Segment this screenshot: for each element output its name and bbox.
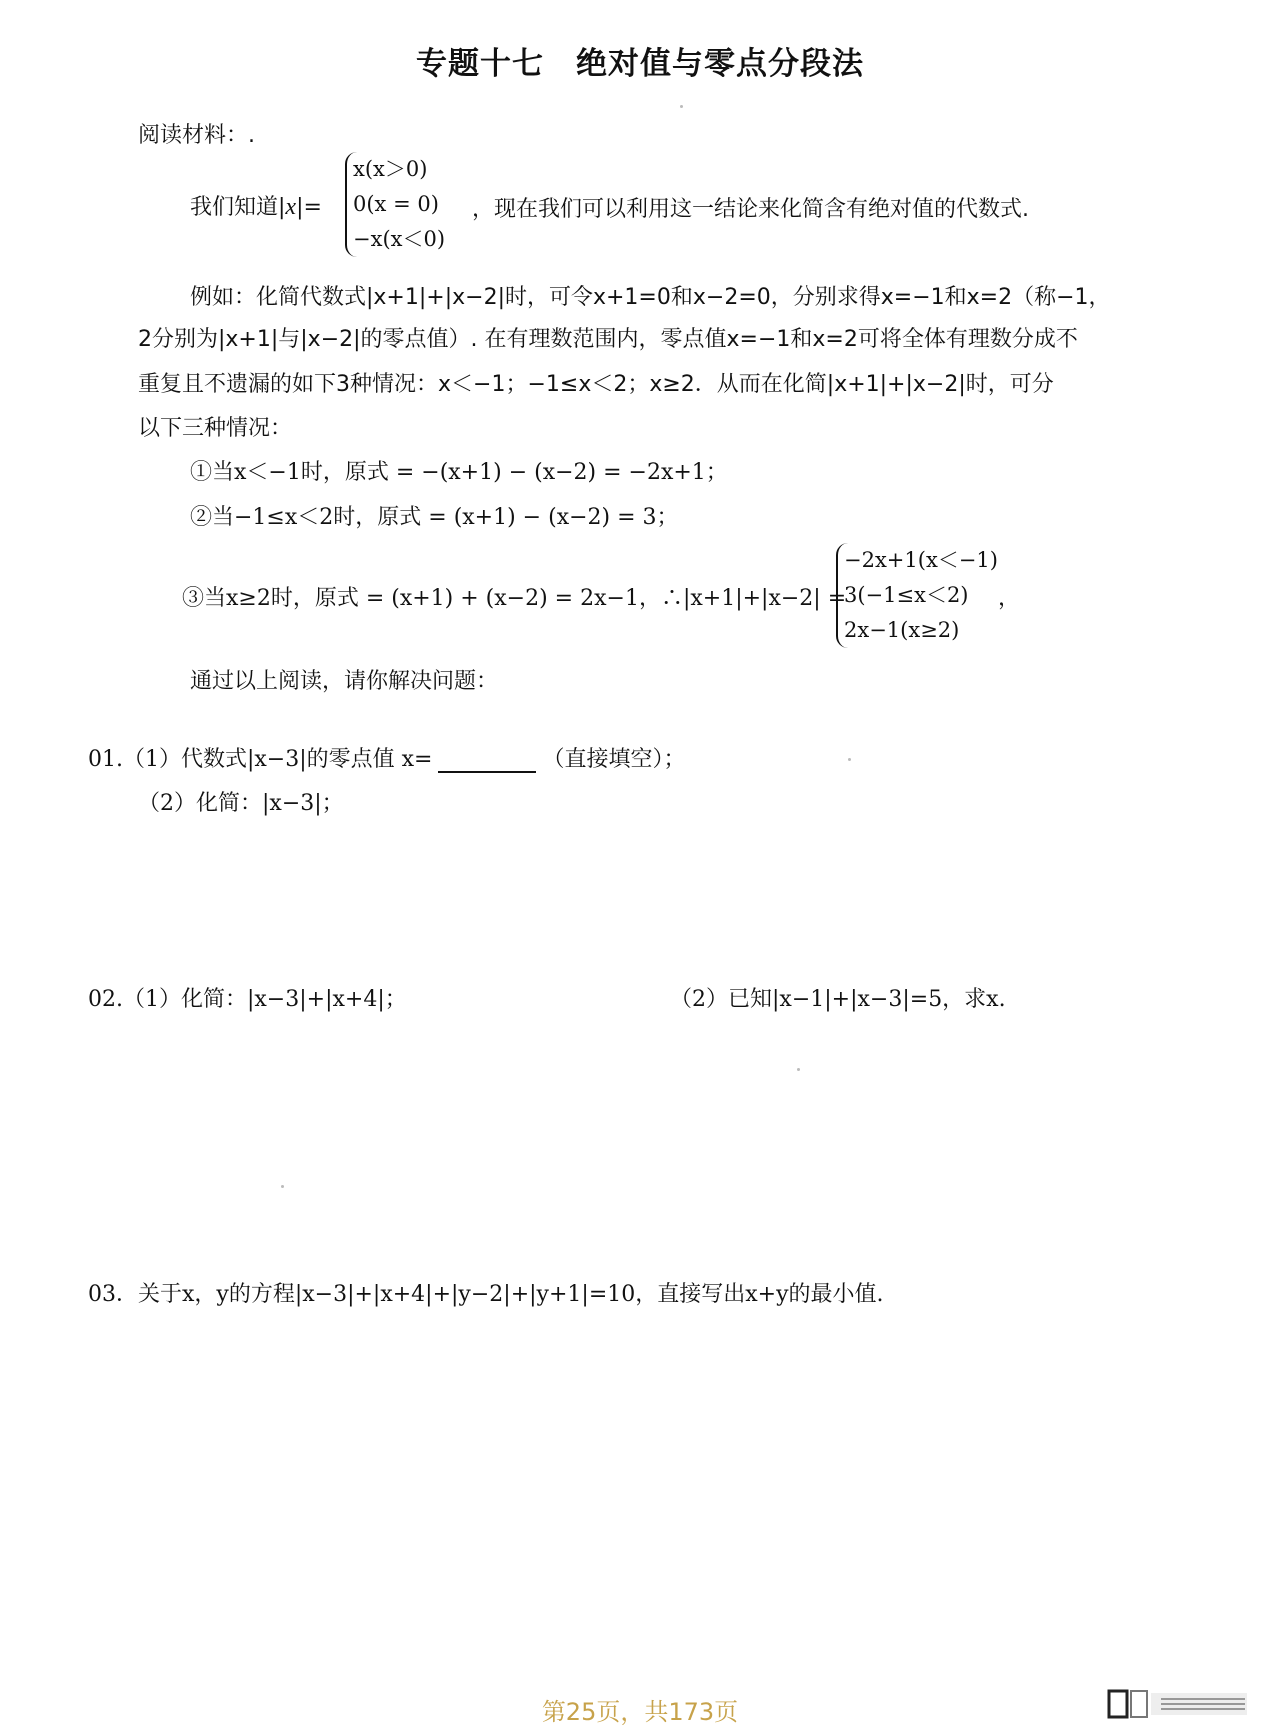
scan-speck [797,1068,800,1071]
intro-prefix: 我们知道|x|= [190,194,322,220]
page-view-icon[interactable] [1105,1688,1255,1720]
abs-definition-cases [345,152,445,257]
abs-case-positive: x(x＞0) [353,157,428,181]
result-cases [836,543,998,648]
intro-suffix: ，现在我们可以利用这一结论来化简含有绝对值的代数式. [472,197,1029,222]
abs-case-zero: 0(x = 0) [353,192,439,216]
abs-case-negative: −x(x＜0) [353,227,446,251]
case-1: ①当x＜−1时，原式 = −(x+1) − (x−2) = −2x+1； [190,460,728,485]
scan-speck [680,105,683,108]
scan-speck [281,1185,284,1188]
example-line-3: 重复且不遗漏的如下3种情况：x＜−1；−1≤x＜2；x≥2．从而在化简|x+1|+|x−2|时，可分 [138,372,1054,397]
result-trail: ， [998,586,1021,611]
answer-blank[interactable] [438,747,536,773]
example-line-2: 2分别为|x+1|与|x−2|的零点值）. 在有理数范围内，零点值x=−1和x=2可将全体有理数分成不 [138,327,1078,352]
question-3: 03．关于x，y的方程|x−3|+|x+4|+|y−2|+|y+1|=10，直接写出x+y的最小值. [88,1282,884,1307]
example-line-1: 例如：化简代数式|x+1|+|x−2|时，可令x+1=0和x−2=0，分别求得x=−1和x=2（称−1， [190,285,1111,310]
case-2: ②当−1≤x＜2时，原式 = (x+1) − (x−2) = 3； [190,505,679,530]
reading-heading: 阅读材料：. [138,123,255,148]
question-1-part-1: 01.（1）代数式|x−3|的零点值 x= （直接填空）； [88,747,686,772]
result-case-3: 2x−1(x≥2) [844,618,960,642]
case-3: ③当x≥2时，原式 = (x+1) + (x−2) = 2x−1，∴|x+1|+|x−2| = [182,586,847,611]
result-case-2: 3(−1≤x＜2) [844,583,969,607]
page-title: 专题十七 绝对值与零点分段法 [416,46,864,82]
scan-speck [848,758,851,761]
example-line-4: 以下三种情况： [138,416,293,441]
transition-text: 通过以上阅读，请你解决问题： [190,669,499,694]
question-2-part-2: （2）已知|x−1|+|x−3|=5，求x. [670,987,1006,1012]
question-2-part-1: 02.（1）化简：|x−3|+|x+4|； [88,987,407,1012]
result-case-1: −2x+1(x＜−1) [844,548,998,572]
page-footer: 第25页，共173页 [541,1698,739,1726]
question-1-part-2: （2）化简：|x−3|； [138,791,344,816]
